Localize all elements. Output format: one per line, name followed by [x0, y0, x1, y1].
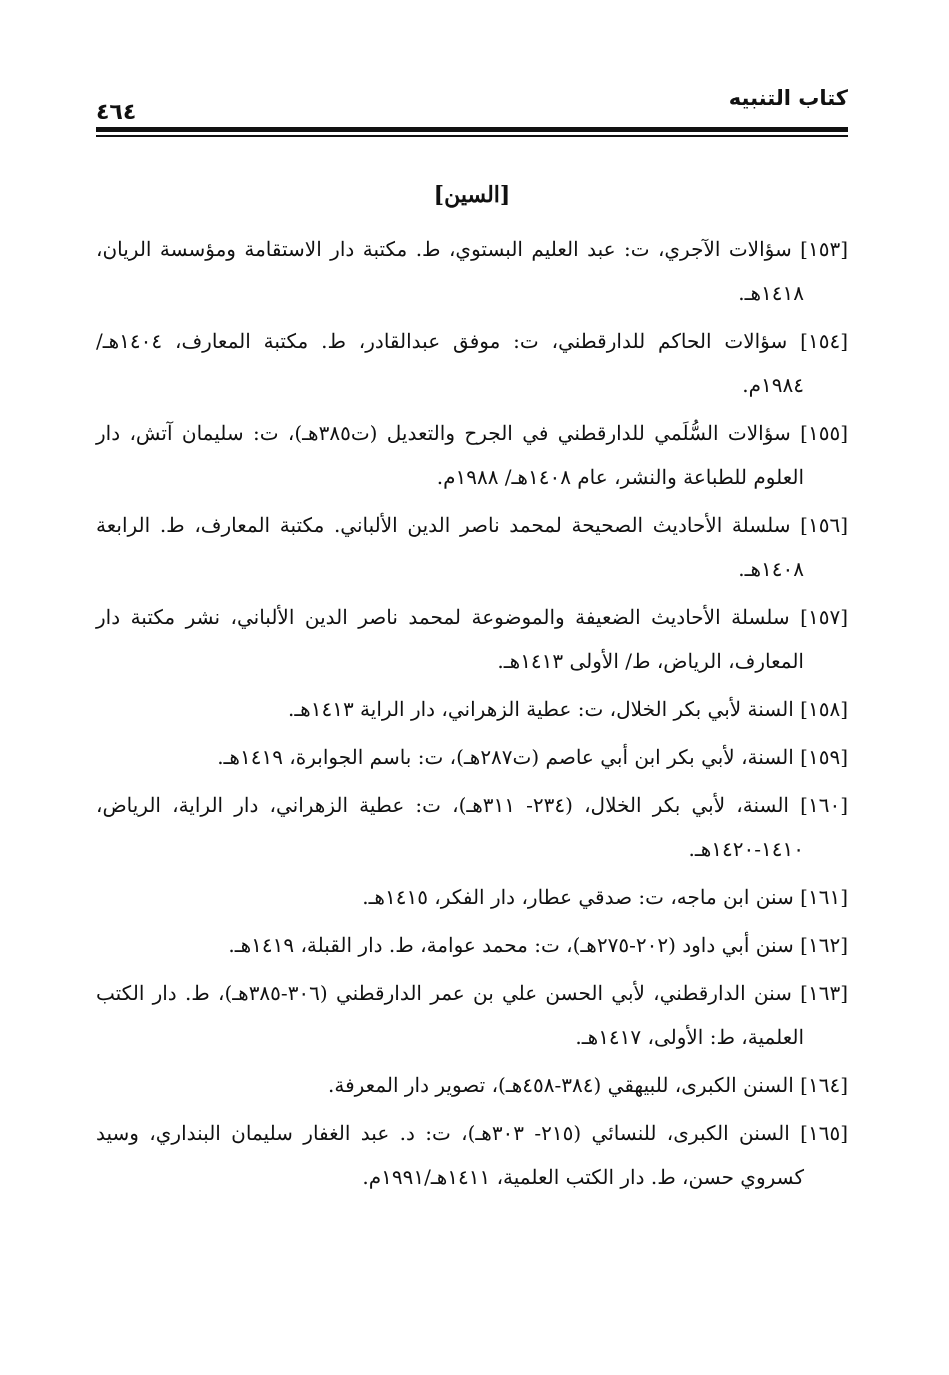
entry-text: سنن أبي داود (٢٠٢-٢٧٥هـ)، ت: محمد عوامة، ط. دار القبلة، ١٤١٩هـ. [228, 933, 794, 957]
header-rule-thin [96, 135, 848, 137]
header-rule-thick [96, 127, 848, 132]
bibliography-entry-162 [96, 923, 848, 967]
bibliography-entry-155 [96, 411, 848, 499]
entry-number: [١٦١] [800, 885, 848, 909]
entry-text: سؤالات السُّلَمي للدارقطني في الجرح والتعديل (ت٣٨٥هـ)، ت: سليمان آتش، دار العلوم للطباعة والنشر، عام ١٤٠٨هـ/ ١٩٨٨م. [96, 421, 804, 489]
bibliography-entry-165 [96, 1111, 848, 1199]
bibliography-entry-156 [96, 503, 848, 591]
entry-text: سلسلة الأحاديث الصحيحة لمحمد ناصر الدين الألباني. مكتبة المعارف، ط. الرابعة ١٤٠٨هـ. [96, 513, 804, 581]
bibliography-list [96, 224, 848, 1203]
entry-text: سلسلة الأحاديث الضعيفة والموضوعة لمحمد ناصر الدين الألباني، نشر مكتبة دار المعارف، الرياض، ط/ الأولى ١٤١٣هـ. [96, 605, 804, 673]
page-number: ٤٦٤ [96, 100, 137, 125]
entry-number: [١٥٩] [800, 745, 848, 769]
bibliography-entry-154 [96, 319, 848, 407]
entry-number: [١٦٠] [800, 793, 848, 817]
entry-text: سنن الدارقطني، لأبي الحسن علي بن عمر الدارقطني (٣٠٦-٣٨٥هـ)، ط. دار الكتب العلمية، ط: الأولى، ١٤١٧هـ. [96, 981, 804, 1049]
entry-text: سنن ابن ماجه، ت: صدقي عطار، دار الفكر، ١٤١٥هـ. [362, 885, 794, 909]
entry-number: [١٦٣] [800, 981, 848, 1005]
entry-text: سؤالات الآجري، ت: عبد العليم البستوي، ط. مكتبة دار الاستقامة ومؤسسة الريان، ١٤١٨هـ. [96, 237, 804, 305]
entry-text: السنن الكبرى، للبيهقي (٣٨٤-٤٥٨هـ)، تصوير دار المعرفة. [328, 1073, 794, 1097]
bibliography-entry-160 [96, 783, 848, 871]
bibliography-entry-161 [96, 875, 848, 919]
bibliography-entry-153 [96, 227, 848, 315]
entry-number: [١٦٥] [800, 1121, 848, 1145]
entry-number: [١٥٤] [800, 329, 849, 353]
bibliography-entry-157 [96, 595, 848, 683]
entry-number: [١٥٦] [800, 513, 849, 537]
entry-text: سؤالات الحاكم للدارقطني، ت: موفق عبدالقادر، ط. مكتبة المعارف، ١٤٠٤هـ/ ١٩٨٤م. [96, 329, 804, 397]
entry-number: [١٦٢] [800, 933, 848, 957]
running-title: كتاب التنبيه [728, 86, 848, 110]
entry-text: السنن الكبرى، للنسائي (٢١٥- ٣٠٣هـ)، ت: د. عبد الغفار سليمان البنداري، وسيد كسروي حسن، ط. دار الكتب العلمية، ١٤١١هـ/١٩٩١م. [96, 1121, 804, 1189]
entry-number: [١٥٣] [800, 237, 848, 261]
bibliography-entry-158 [96, 687, 848, 731]
page-header [96, 80, 848, 130]
bibliography-entry-163 [96, 971, 848, 1059]
entry-number: [١٥٨] [800, 697, 848, 721]
bibliography-entry-159 [96, 735, 848, 779]
entry-text: السنة لأبي بكر الخلال، ت: عطية الزهراني، دار الراية ١٤١٣هـ. [287, 697, 794, 721]
section-heading: [السين] [433, 182, 511, 208]
entry-text: السنة، لأبي بكر ابن أبي عاصم (ت٢٨٧هـ)، ت: باسم الجوابرة، ١٤١٩هـ. [217, 745, 794, 769]
entry-number: [١٥٥] [800, 421, 849, 445]
entry-text: السنة، لأبي بكر الخلال، (٢٣٤- ٣١١هـ)، ت: عطية الزهراني، دار الراية، الرياض، ١٤١٠-١٤٢٠هـ. [96, 793, 804, 861]
entry-number: [١٦٤] [800, 1073, 848, 1097]
bibliography-entry-164 [96, 1063, 848, 1107]
entry-number: [١٥٧] [800, 605, 848, 629]
